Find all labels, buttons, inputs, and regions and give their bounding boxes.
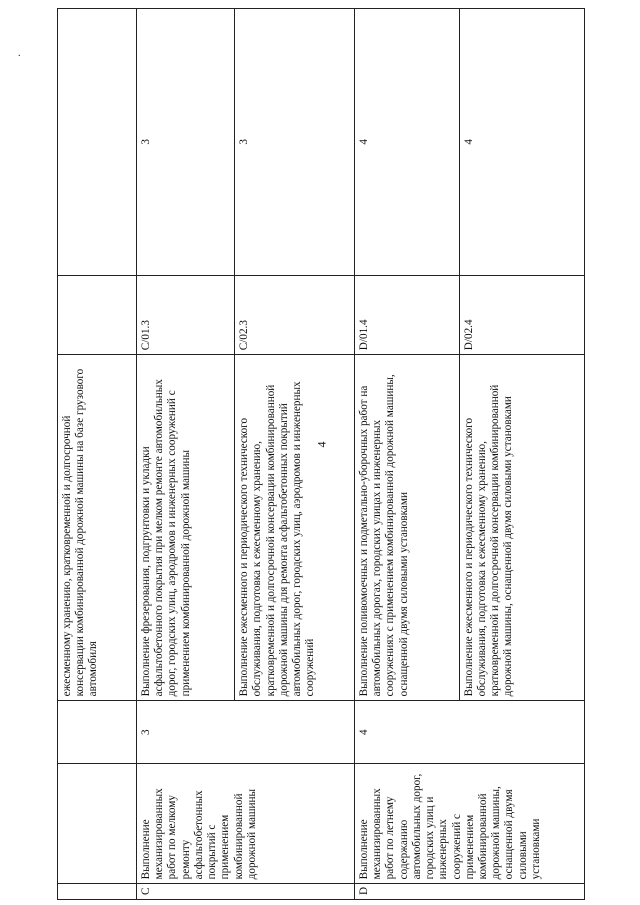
func-code-cell xyxy=(58,275,137,354)
gen-level-cell: 3 xyxy=(137,701,355,764)
gen-level-cell xyxy=(58,701,137,764)
document-table-rotated xyxy=(57,8,585,900)
gen-name-cell: Выполнение механизированных работ по мелкому ремонту асфальтобетонных покрытий с применением комбинированной дорожной машины xyxy=(137,764,355,884)
gen-level-cell: 4 xyxy=(354,701,584,764)
gen-code-cell: D xyxy=(354,884,584,900)
table-row xyxy=(137,9,235,900)
func-level-cell: 3 xyxy=(137,9,235,276)
func-text-cell: ежесменному хранению, кратковременной и долгосрочной консервации комбинированной дорожной машины на базе грузового автомобиля xyxy=(58,355,137,701)
func-text-cell: Выполнение фрезерования, подгрунтовки и укладки асфальтобетонного покрытия при мелком ремонте автомобильных дорог, городских улиц, аэродромов и инженерных сооружений с применением комбинированной дорожной машины xyxy=(137,355,235,701)
func-text-cell: Выполнение ежесменного и периодического технического обслуживания, подготовка к ежесменному хранению, кратковременной и долгосрочной консервации комбинированной дорожной машины для ремонта асфальтобетонных покрытий автомобильных дорог, городских улиц, аэродромов и инженерных сооружений xyxy=(235,355,355,701)
gen-code-cell: C xyxy=(137,884,355,900)
func-text-cell: Выполнение поливомоечных и подметально-уборочных работ на автомобильных дорогах, городских улицах и инженерных сооружениях с применением комбинированной дорожной машины, оснащенной двумя силовыми установками xyxy=(354,355,459,701)
generalized-functions-table xyxy=(57,8,585,900)
func-code-cell: C/02.3 xyxy=(235,275,355,354)
stray-mark: . xyxy=(18,48,21,59)
func-level-cell: 3 xyxy=(235,9,355,276)
table-row xyxy=(354,9,459,900)
func-text-cell: Выполнение ежесменного и периодического технического обслуживания, подготовка к ежесменному хранению, кратковременной и долгосрочной консервации комбинированной дорожной машины, оснащенной двумя силовыми установками xyxy=(459,355,584,701)
func-level-cell: 4 xyxy=(354,9,459,276)
func-level-cell: 4 xyxy=(459,9,584,276)
func-code-cell: D/01.4 xyxy=(354,275,459,354)
gen-name-cell: Выполнение механизированных работ по летнему содержанию автомобильных дорог, городских улиц и инженерных сооружений с применением комбинированной дорожной машины, оснащенной двумя силовыми установками xyxy=(354,764,584,884)
func-level-cell xyxy=(58,9,137,276)
gen-code-cell xyxy=(58,884,137,900)
page-number: 4 xyxy=(314,441,329,448)
func-code-cell: D/02.4 xyxy=(459,275,584,354)
func-code-cell: C/01.3 xyxy=(137,275,235,354)
table-row xyxy=(58,9,137,900)
gen-name-cell xyxy=(58,764,137,884)
